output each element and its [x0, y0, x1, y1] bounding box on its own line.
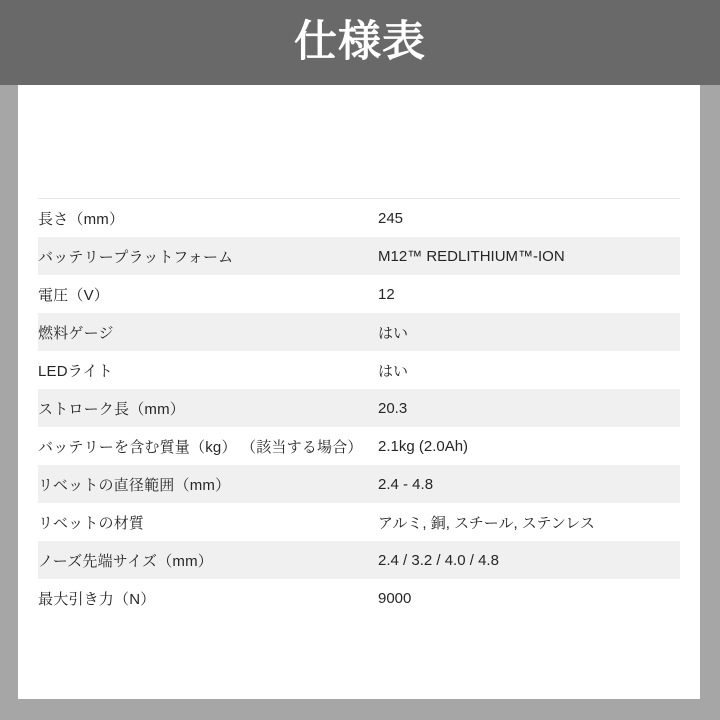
spec-panel: [18, 85, 700, 699]
table-row: [38, 503, 680, 541]
table-row: [38, 199, 680, 237]
table-row: [38, 313, 680, 351]
table-row: [38, 465, 680, 503]
spec-value: 2.1kg (2.0Ah): [378, 437, 469, 455]
spec-header-bar: [0, 0, 720, 85]
spec-label: リベットの材質: [38, 514, 145, 532]
spec-value: 20.3: [378, 399, 408, 417]
table-row: [38, 541, 680, 579]
table-row: [38, 237, 680, 275]
spec-value: はい: [378, 362, 409, 380]
table-row: [38, 351, 680, 389]
spec-value: 2.4 / 3.2 / 4.0 / 4.8: [378, 551, 499, 569]
spec-value: はい: [378, 324, 409, 342]
table-row: [38, 275, 680, 313]
spec-value: 2.4 - 4.8: [378, 475, 434, 493]
spec-label: リベットの直径範囲（mm）: [38, 476, 231, 494]
spec-label: LEDライト: [38, 362, 113, 380]
spec-label: ノーズ先端サイズ（mm）: [38, 552, 213, 570]
table-row: [38, 427, 680, 465]
spec-label: ストローク長（mm）: [38, 400, 185, 418]
table-row: [38, 579, 680, 617]
page-title: 仕様表: [294, 18, 426, 66]
spec-value: 12: [378, 285, 395, 303]
spec-value: 9000: [378, 589, 412, 607]
spec-label: バッテリーを含む質量（kg） （該当する場合）: [38, 438, 363, 456]
spec-value: アルミ, 銅, スチール, ステンレス: [378, 514, 595, 532]
spec-value: 245: [378, 209, 404, 227]
spec-label: 電圧（V）: [38, 286, 110, 304]
spec-label: 最大引き力（N）: [38, 590, 156, 608]
table-row: [38, 389, 680, 427]
spec-label: バッテリープラットフォーム: [38, 248, 234, 266]
spec-value: M12™ REDLITHIUM™-ION: [378, 247, 565, 265]
spec-label: 長さ（mm）: [38, 210, 125, 228]
spec-table: [38, 198, 680, 617]
spec-label: 燃料ゲージ: [38, 324, 114, 342]
